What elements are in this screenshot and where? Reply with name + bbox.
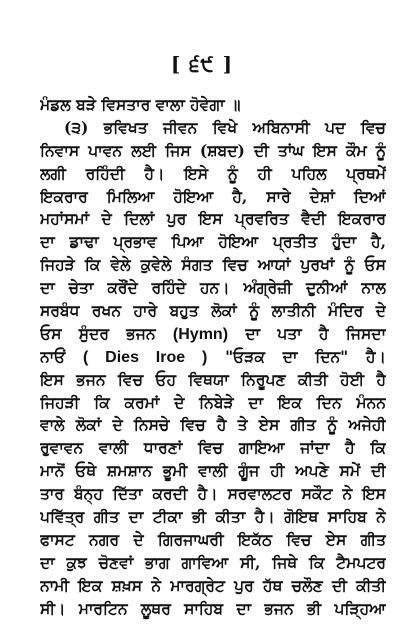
text-line: ਵਾਲੇ ਲੋਕਾਂ ਦੇ ਨਿਸਚੇ ਵਿਚ ਹੈ ਤੇ ਏਸ ਗੀਤ ਨੂੰ ਅਜੇਹੀ [40,415,386,435]
text-line: ਪਵਿੱਤ੍ਰ ਗੀਤ ਦਾ ਟੀਕਾ ਭੀ ਕੀਤਾ ਹੈ। ਗੋਇਥ ਸਾਹਿਬ ਨੇ [40,507,386,527]
text-line: ਦਾ ਚੇਤਾ ਕਰੌਂਦੇ ਰਹਿੰਦੇ ਹਨ। ਅੰਗ੍ਰੇਜ਼ੀ ਦੁਨੀਆਂ ਨਾਲ [40,278,386,298]
text-line: ਲਗੀ ਰਹਿੰਦੀ ਹੈ। ਇਸੇ ਨੂੰ ਹੀ ਪਹਿਲ ਪ੍ਰਥਮੇਂ [40,163,386,183]
text-line: ਰੁਵਾਵਨ ਵਾਲੀ ਧਾਰਣਾਂ ਵਿਚ ਗਾਇਆ ਜਾਂਦਾ ਹੈ ਕਿ [40,438,386,458]
text-line: ਨਿਵਾਸ ਪਾਵਨ ਲਈ ਜਿਸ (ਸ਼ਬਦ) ਦੀ ਤਾਂਘ ਇਸ ਕੌਮ ਨੂੰ [40,140,386,160]
text-line: ਜਿਹੜੇ ਕਿ ਵੇਲੇ ਕੁਵੇਲੇ ਸੰਗਤ ਵਿਚ ਆਯਾਂ ਪੁਰਖਾਂ ਨੂੰ ਓਸ [40,255,386,275]
text-line: ਇਸ ਭਜਨ ਵਿਚ ਓਹ ਵਿਥਯਾ ਨਿਰੂਪਣ ਕੀਤੀ ਹੋਈ ਹੈ [40,369,386,389]
text-line: ਜਿਹੜੀ ਕਿ ਕਰਮਾਂ ਦੇ ਨਿਬੇੜੇ ਦਾ ਇਕ ਦਿਨ ਮੰਨਨ [40,392,386,412]
text-fragment: ਓਸ ਸੁੰਦਰ ਭਜਨ [40,323,156,343]
text-line-dies-iroe [40,346,386,369]
text-line: ਮੰਡਲ ਬੜੇ ਵਿਸਤਾਰ ਵਾਲਾ ਹੋਵੇਗਾ ॥ [40,95,241,114]
text-line: ਤਾਰ ਬੰਨ੍ਹ ਦਿੱਤਾ ਕਰਦੀ ਹੈ। ਸਰਵਾਲਟਰ ਸਕੌਟ ਨੇ ਇਸ [40,484,386,504]
page-number: [ ੬੯ ] [170,52,234,76]
text-fragment: ਦਾ ਪਤਾ ਹੈ ਜਿਸਦਾ [245,323,386,343]
text-line: ਮਹਾਂਸਮਾਂ ਦੇ ਦਿਲਾਂ ਪੁਰ ਇਸ ਪ੍ਰਵਰਿਤ ਵੈਦੀ ਇਕਰਾਰ [40,209,386,229]
text-line: (੩) ਭਵਿਖਤ ਜੀਵਨ ਵਿਖੇ ਅਬਿਨਾਸੀ ਪਦ ਵਿਚ [64,117,386,137]
text-line: ਇਕਰਾਰ ਮਿਲਿਆ ਹੋਇਆ ਹੈ, ਸਾਰੇ ਦੇਸ਼ਾਂ ਦਿਆਂ [40,186,386,206]
text-line: ਮਾਨੋਂ ਓਥੇ ਸ਼ਮਸ਼ਾਨ ਭੂਮੀ ਵਾਲੀ ਗੂੰਜ ਹੀ ਅਪਣੇ ਸਮੇਂ ਦੀ [40,461,386,481]
text-line: ਸਰਬੰਧ ਰਖਨ ਹਾਰੇ ਬਹੁਤ ਲੋਕਾਂ ਨੂੰ ਲਾਤੀਨੀ ਮੰਦਿਰ ਦੇ [40,301,386,321]
text-line: ਫਾਸਟ ਨਗਰ ਦੇ ਗਿਰਜਾਘਰੀ ਇਕੱਠ ਵਿਚ ਏਸ ਗੀਤ [40,529,386,549]
text-line: ਨਾਮੀ ਇਕ ਸ਼ਖ਼ਸ ਨੇ ਮਾਰਗ੍ਰੇਟ ਪੁਰ ਹੱਥ ਚਲੌਣ ਦੀ ਕੀਤੀ [40,575,386,595]
text-line: ਸੀ। ਮਾਰਟਿਨ ਲੂਥਰ ਸਾਹਿਬ ਦਾ ਭਜਨ ਭੀ ਪੜ੍ਹਿਆ [40,598,386,618]
text-fragment: ਨਾਓਂ [40,346,66,366]
text-fragment: "ਓੜਕ ਦਾ ਦਿਨ" ਹੈ। [225,346,386,366]
body-text [40,94,386,620]
latin-term-dies-iroe: ( Dies Iroe ) [83,348,208,366]
english-term-hymn: (Hymn) [172,325,229,343]
text-line-hymn [40,323,386,346]
text-line: ਦਾ ਕੁਝ ਚੋਣਵਾਂ ਭਾਗ ਗਾਵਿਆ ਸੀ, ਜਿਥੇ ਕਿ ਟੈਮਪਟਰ [40,552,386,572]
text-line: ਦਾ ਡਾਢਾ ਪ੍ਰਭਾਵ ਪਿਆ ਹੋਇਆ ਪ੍ਰਤੀਤ ਹੁੰਦਾ ਹੈ, [40,232,386,252]
